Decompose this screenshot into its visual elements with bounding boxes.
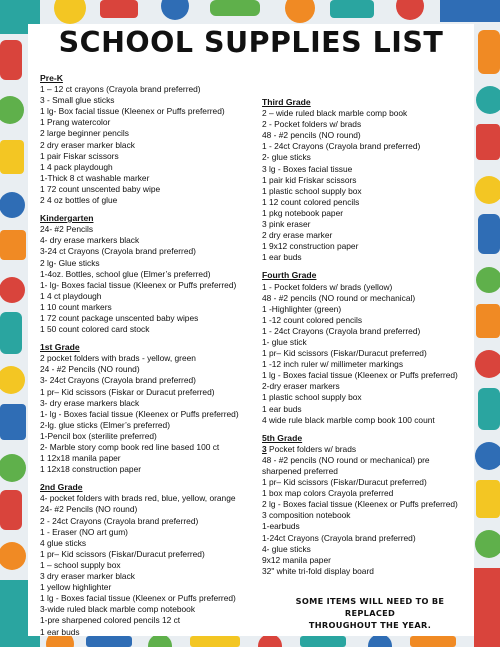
list-item: 1- lg- Boxes facial tissue (Kleenex or Puffs preferred): [40, 279, 237, 290]
section-heading: Fourth Grade: [262, 270, 317, 281]
list-item: 3 lg - Boxes facial tissue: [262, 163, 353, 174]
list-item: 3 composition notebook: [262, 510, 351, 521]
list-item: 1- lg - Boxes facial tissue (Kleenex or Puffs preferred): [40, 408, 239, 419]
section-third-grade: [262, 97, 467, 263]
list-item: 1-earbuds: [262, 521, 300, 532]
list-item-text: Pocket folders w/ brads: [266, 443, 357, 454]
note-line: SOME ITEMS WILL NEED TO BE REPLACED: [295, 596, 445, 618]
list-item: 1 12x18 construction paper: [40, 464, 142, 475]
list-item: 1 Prang watercolor: [40, 117, 111, 128]
list-item-number: 3: [262, 443, 267, 454]
list-item: 1 4 ct playdough: [40, 290, 102, 301]
list-item: 1-Thick 8 ct washable marker: [40, 172, 150, 183]
list-item: 1 72 count unscented baby wipe: [40, 183, 161, 194]
list-item: sharpened preferred: [262, 466, 338, 476]
list-item: 1 plastic school supply box: [262, 185, 362, 196]
list-item: 48 - #2 pencils (NO round): [262, 130, 361, 141]
section-2nd-grade: [40, 482, 254, 637]
section-1st-grade: [40, 342, 254, 475]
list-item: 1 pair Fiskar scissors: [40, 150, 119, 161]
list-item: 3 pink eraser: [262, 219, 311, 230]
list-item: 1 9x12 construction paper: [262, 241, 359, 252]
list-item: 1 50 count colored card stock: [40, 324, 150, 335]
section-heading: Kindergarten: [40, 213, 94, 224]
list-item: 48 - #2 pencils (NO round or mechanical): [262, 292, 416, 303]
list-item: 1 plastic school supply box: [262, 392, 362, 403]
list-item: 1 pr– Kid scissors (Fiskar/Duracut preferred): [40, 548, 205, 559]
list-item: 1-4oz. Bottles, school glue (Elmer’s preferred): [40, 268, 211, 279]
list-item: 1 12x18 manila paper: [40, 453, 121, 464]
list-item: 2 – wide ruled black marble comp book: [262, 108, 408, 119]
list-item: 4- dry erase markers black: [40, 235, 140, 246]
list-item: 2 4 oz bottles of glue: [40, 195, 118, 206]
note-line: THROUGHOUT THE YEAR.: [308, 620, 432, 630]
list-item: 24 - #2 Pencils (NO round): [40, 364, 140, 375]
list-item: 4- pocket folders with brads red, blue, yellow, orange: [40, 493, 236, 504]
section-heading: 5th Grade: [262, 432, 303, 443]
list-item: 48 - #2 pencils (NO round or mechanical) pre: [262, 454, 430, 465]
list-item: 32" white tri-fold display board: [262, 565, 374, 576]
list-item: 3-24 ct Crayons (Crayola brand preferred): [40, 246, 196, 257]
list-item: 1 lg - Boxes facial tissue (Kleenex or Puffs preferred): [262, 370, 458, 381]
list-item: 3 dry eraser marker black: [40, 571, 135, 582]
section-heading: Third Grade: [262, 97, 311, 107]
list-item: 3-wide ruled black marble comp notebook: [40, 604, 196, 615]
list-item: 1 yellow highlighter: [40, 582, 112, 593]
section-heading: 1st Grade: [40, 342, 80, 353]
list-item: 1- glue stick: [262, 336, 307, 347]
list-item: 24- #2 Pencils (NO round): [40, 504, 138, 515]
list-item: 1 ear buds: [262, 252, 302, 263]
list-item: 9x12 manila paper: [262, 554, 331, 565]
page-title: SCHOOL SUPPLIES LIST: [58, 26, 444, 59]
list-item: 2-lg. glue sticks (Elmer’s preferred): [40, 419, 171, 430]
list-item: 24- #2 Pencils: [40, 224, 94, 235]
section-5th-grade: [262, 433, 467, 577]
list-item: 3- dry erase markers black: [40, 397, 140, 408]
list-item: 2 dry erase marker: [262, 230, 333, 241]
list-item: 1 lg- Box facial tissue (Kleenex or Puffs preferred): [40, 106, 225, 117]
list-item: 2-dry eraser markers: [262, 381, 340, 392]
list-item: 1 – 12 ct crayons (Crayola brand preferred): [40, 84, 201, 95]
list-item: 1 72 count package unscented baby wipes: [40, 312, 199, 323]
list-item: 2 - Pocket folders w/ brads: [262, 119, 362, 130]
right-column: [262, 97, 467, 577]
list-item: 1-pre sharpened colored pencils 12 ct: [40, 615, 181, 626]
list-item: 1 - 24ct Crayons (Crayola brand preferred): [262, 325, 421, 336]
list-item: 2 dry eraser marker black: [40, 139, 135, 150]
list-item: 1-Pencil box (sterilite preferred): [40, 430, 157, 441]
list-item: 1 – school supply box: [40, 559, 121, 570]
list-item: 1 pr– Kid scissors (Fiskar or Duracut preferred): [40, 386, 215, 397]
section-pre-k: [40, 73, 254, 206]
list-item: 4- glue sticks: [262, 543, 311, 554]
section-fourth-grade: [262, 270, 467, 425]
list-item: 4 glue sticks: [40, 537, 87, 548]
list-item: 1 12 count colored pencils: [262, 196, 360, 207]
section-heading: Pre-K: [40, 73, 63, 83]
list-item: 3- 24ct Crayons (Crayola brand preferred): [40, 375, 196, 386]
list-item: 1 box map colors Crayola preferred: [262, 488, 394, 499]
list-item: 2 - 24ct Crayons (Crayola brand preferred): [40, 515, 199, 526]
list-item: 1 - 24ct Crayons (Crayola brand preferred): [262, 141, 421, 152]
list-item: 1 pr– Kid scissors (Fiskar/Duracut preferred): [262, 477, 427, 488]
list-item: 1 pair kid Friskar scissors: [262, 174, 357, 185]
list-item: 1 pkg notebook paper: [262, 207, 344, 218]
list-item: [262, 444, 467, 455]
list-item: 1 -12 count colored pencils: [262, 314, 363, 325]
list-item: 2- glue sticks: [262, 152, 311, 163]
list-item: 1 ear buds: [262, 403, 302, 414]
list-item: 2 lg - Boxes facial tissue (Kleenex or Puffs preferred): [262, 499, 458, 510]
list-item: 1 -12 inch ruler w/ millimeter markings: [262, 359, 404, 370]
list-item: 1 ear buds: [40, 626, 80, 637]
list-item: 1 -Highlighter (green): [262, 303, 342, 314]
list-item: 1 pr– Kid scissors (Fiskar/Duracut preferred): [262, 348, 427, 359]
list-item: 3 - Small glue sticks: [40, 95, 115, 106]
list-item: 1 lg - Boxes facial tissue (Kleenex or Puffs preferred): [40, 593, 236, 604]
list-item: 2 large beginner pencils: [40, 128, 129, 139]
list-item: 4 wide rule black marble comp book 100 count: [262, 414, 435, 425]
list-item: 2 lg- Glue sticks: [40, 257, 100, 268]
list-item: 1-24ct Crayons (Crayola brand preferred): [262, 532, 416, 543]
section-heading: 2nd Grade: [40, 482, 83, 493]
section-kindergarten: [40, 213, 254, 335]
list-item: 2- Marble story comp book red line based 100 ct: [40, 442, 220, 452]
list-item: 1 - Pocket folders w/ brads (yellow): [262, 281, 393, 292]
list-item: 1 4 pack playdough: [40, 161, 113, 172]
replacement-note: [280, 595, 460, 631]
list-item: 1 - Eraser (NO art gum): [40, 526, 128, 537]
list-item: 2 pocket folders with brads - yellow, green: [40, 353, 196, 364]
list-item: 1 10 count markers: [40, 301, 112, 312]
left-column: [40, 73, 254, 638]
